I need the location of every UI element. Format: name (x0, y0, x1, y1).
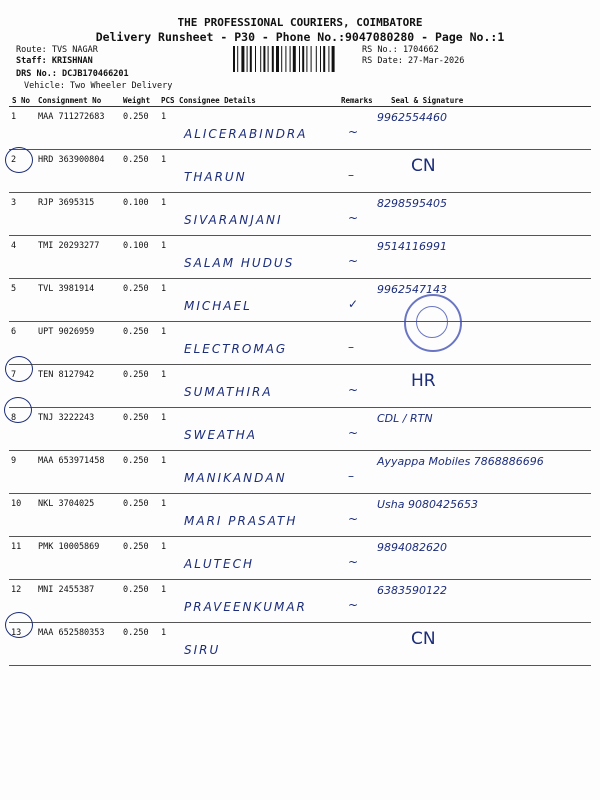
circle-mark (5, 147, 33, 173)
consignment-number: UPT 9026959 (35, 322, 120, 365)
signature-cell (371, 537, 591, 580)
barcode-bar (290, 46, 291, 72)
signature: 9894082620 (377, 541, 447, 554)
remark-mark: ~ (348, 555, 359, 569)
remark-mark: – (348, 168, 354, 182)
consignee-name: MANIKANDAN (184, 471, 287, 485)
row-sno: 12 (9, 580, 35, 623)
row-weight: 0.250 (120, 580, 158, 623)
consignment-number: MNI 2455387 (35, 580, 120, 623)
signature: HR (411, 371, 436, 391)
signature-cell (371, 107, 591, 150)
circle-mark (5, 612, 33, 638)
barcode-bar (260, 46, 261, 72)
consignment-number: MAA 653971458 (35, 451, 120, 494)
company-title: THE PROFESSIONAL COURIERS, COIMBATORE (177, 16, 423, 29)
row-weight: 0.250 (120, 150, 158, 193)
remark-mark: ✓ (348, 297, 359, 311)
row-pcs: 1 (158, 408, 176, 451)
row-pcs: 1 (158, 236, 176, 279)
barcode-bar (323, 46, 325, 72)
remark-mark: ~ (348, 211, 359, 225)
signature: CN (411, 156, 436, 176)
row-pcs: 1 (158, 150, 176, 193)
consignee-cell (176, 580, 338, 623)
barcode-bar (237, 46, 238, 72)
barcode-bar (250, 46, 252, 72)
row-weight: 0.100 (120, 236, 158, 279)
row-sno: 9 (9, 451, 35, 494)
signature-cell (371, 494, 591, 537)
col-sno: S No (9, 94, 35, 107)
table-row (9, 580, 591, 623)
table-header (9, 94, 591, 107)
row-weight: 0.250 (120, 107, 158, 150)
table-row (9, 107, 591, 150)
consignee-name: ALUTECH (184, 557, 254, 571)
row-sno: 4 (9, 236, 35, 279)
remarks-cell (338, 150, 371, 193)
remarks-cell (338, 537, 371, 580)
consignee-cell (176, 236, 338, 279)
consignee-name: ALICERABINDRA (184, 127, 308, 141)
table-row (9, 537, 591, 580)
consignment-number: TNJ 3222243 (35, 408, 120, 451)
barcode-bar (328, 46, 329, 72)
remarks-cell (338, 451, 371, 494)
remark-mark: ~ (348, 512, 359, 526)
consignee-cell (176, 623, 338, 666)
barcode-bar (299, 46, 300, 72)
barcode-bar (268, 46, 269, 72)
staff-label: Staff: KRISHNAN (16, 56, 93, 66)
consignee-name: PRAVEENKUMAR (184, 600, 307, 614)
consignment-number: RJP 3695315 (35, 193, 120, 236)
row-pcs: 1 (158, 322, 176, 365)
row-weight: 0.100 (120, 193, 158, 236)
signature-cell (371, 408, 591, 451)
table-row (9, 494, 591, 537)
consignment-number: PMK 10005869 (35, 537, 120, 580)
col-consignee: Consignee Details (176, 94, 338, 107)
consignment-number: MAA 711272683 (35, 107, 120, 150)
barcode-bar (293, 46, 296, 72)
row-sno: 7 (9, 365, 35, 408)
signature: Usha 9080425653 (377, 498, 478, 511)
row-weight: 0.250 (120, 279, 158, 322)
table-row (9, 236, 591, 279)
barcode-bar (332, 46, 335, 72)
signature-cell (371, 623, 591, 666)
rs-date: RS Date: 27-Mar-2026 (362, 56, 465, 66)
table-row (9, 279, 591, 322)
consignment-number: HRD 363900804 (35, 150, 120, 193)
barcode-bar (320, 46, 321, 72)
signature: 9962554460 (377, 111, 447, 124)
row-pcs: 1 (158, 279, 176, 322)
remarks-cell (338, 193, 371, 236)
row-sno: 10 (9, 494, 35, 537)
row-sno: 6 (9, 322, 35, 365)
consignee-name: SWEATHA (184, 428, 257, 442)
runsheet-subtitle: Delivery Runsheet - P30 - Phone No.:9047080280 - Page No.:1 (95, 30, 505, 44)
row-sno: 8 (9, 408, 35, 451)
row-sno: 2 (9, 150, 35, 193)
row-sno: 5 (9, 279, 35, 322)
signature: 8298595405 (377, 197, 447, 210)
col-pcs: PCS (158, 94, 176, 107)
signature-cell (371, 580, 591, 623)
signature-cell (371, 236, 591, 279)
remarks-cell (338, 494, 371, 537)
remark-mark: ~ (348, 598, 359, 612)
row-pcs: 1 (158, 365, 176, 408)
col-weight: Weight (120, 94, 158, 107)
table-row (9, 451, 591, 494)
table-row (9, 322, 591, 365)
remarks-cell (338, 107, 371, 150)
remark-mark: – (348, 340, 354, 354)
consignee-name: SIVARANJANI (184, 213, 283, 227)
row-sno: 3 (9, 193, 35, 236)
runsheet-table (9, 94, 591, 666)
vehicle-label: Vehicle: Two Wheeler Delivery (24, 81, 173, 91)
row-weight: 0.250 (120, 408, 158, 451)
consignee-cell (176, 365, 338, 408)
table-row (9, 408, 591, 451)
signature-cell (371, 150, 591, 193)
row-sno: 11 (9, 537, 35, 580)
table-row (9, 193, 591, 236)
barcode-bar (272, 46, 274, 72)
barcode-bar (247, 46, 248, 72)
col-consignment: Consignment No (35, 94, 120, 107)
barcode-bar (302, 46, 304, 72)
remarks-cell (338, 408, 371, 451)
consignee-cell (176, 322, 338, 365)
table-row (9, 365, 591, 408)
row-pcs: 1 (158, 623, 176, 666)
remarks-cell (338, 580, 371, 623)
signature-cell (371, 193, 591, 236)
consignment-number: NKL 3704025 (35, 494, 120, 537)
consignee-cell (176, 279, 338, 322)
remark-mark: ~ (348, 254, 359, 268)
barcode-bar (233, 46, 235, 72)
signature: 6383590122 (377, 584, 447, 597)
rs-number: RS No.: 1704662 (362, 45, 439, 55)
row-pcs: 1 (158, 537, 176, 580)
signature: CDL / RTN (377, 412, 433, 425)
consignee-cell (176, 494, 338, 537)
row-weight: 0.250 (120, 322, 158, 365)
consignee-cell (176, 408, 338, 451)
remarks-cell (338, 365, 371, 408)
barcode-bar (276, 46, 279, 72)
table-row (9, 623, 591, 666)
remark-mark: ~ (348, 426, 359, 440)
row-pcs: 1 (158, 451, 176, 494)
barcode-bar (281, 46, 282, 72)
consignment-number: MAA 652580353 (35, 623, 120, 666)
consignee-cell (176, 107, 338, 150)
consignee-name: SALAM HUDUS (184, 256, 295, 270)
courier-stamp (404, 294, 462, 352)
barcode-bar (311, 46, 312, 72)
row-pcs: 1 (158, 193, 176, 236)
barcode (233, 46, 357, 72)
signature: 9514116991 (377, 240, 447, 253)
consignment-number: TVL 3981914 (35, 279, 120, 322)
drs-label: DRS No.: DCJB170466201 (16, 69, 129, 79)
consignee-name: SUMATHIRA (184, 385, 273, 399)
consignee-cell (176, 193, 338, 236)
col-remarks: Remarks (338, 94, 371, 107)
row-weight: 0.250 (120, 365, 158, 408)
row-weight: 0.250 (120, 494, 158, 537)
row-sno: 1 (9, 107, 35, 150)
consignee-name: MARI PRASATH (184, 514, 298, 528)
consignment-number: TMI 20293277 (35, 236, 120, 279)
table-row (9, 150, 591, 193)
row-pcs: 1 (158, 580, 176, 623)
barcode-bar (316, 46, 317, 72)
consignee-name: THARUN (184, 170, 247, 184)
circle-mark (4, 397, 32, 423)
consignee-cell (176, 537, 338, 580)
barcode-bar (241, 46, 244, 72)
row-pcs: 1 (158, 494, 176, 537)
col-seal: Seal & Signature (371, 94, 591, 107)
row-pcs: 1 (158, 107, 176, 150)
signature-cell (371, 365, 591, 408)
remark-mark: ~ (348, 383, 359, 397)
remarks-cell (338, 236, 371, 279)
remarks-cell (338, 623, 371, 666)
signature-cell (371, 451, 591, 494)
signature: CN (411, 629, 436, 649)
consignee-cell (176, 451, 338, 494)
row-weight: 0.250 (120, 537, 158, 580)
barcode-bar (285, 46, 286, 72)
row-weight: 0.250 (120, 623, 158, 666)
consignee-name: SIRU (184, 643, 221, 657)
consignee-name: MICHAEL (184, 299, 252, 313)
barcode-bar (255, 46, 256, 72)
consignee-name: ELECTROMAG (184, 342, 288, 356)
row-weight: 0.250 (120, 451, 158, 494)
remarks-cell (338, 322, 371, 365)
remarks-cell (338, 279, 371, 322)
row-sno: 13 (9, 623, 35, 666)
barcode-bar (263, 46, 265, 72)
remark-mark: – (348, 469, 354, 483)
consignee-cell (176, 150, 338, 193)
signature: 9962547143 (377, 283, 447, 296)
remark-mark: ~ (348, 125, 359, 139)
signature: Ayyappa Mobiles 7868886696 (377, 455, 544, 468)
consignment-number: TEN 8127942 (35, 365, 120, 408)
route-label: Route: TVS NAGAR (16, 45, 98, 55)
barcode-bar (306, 46, 307, 72)
circle-mark (5, 356, 33, 382)
